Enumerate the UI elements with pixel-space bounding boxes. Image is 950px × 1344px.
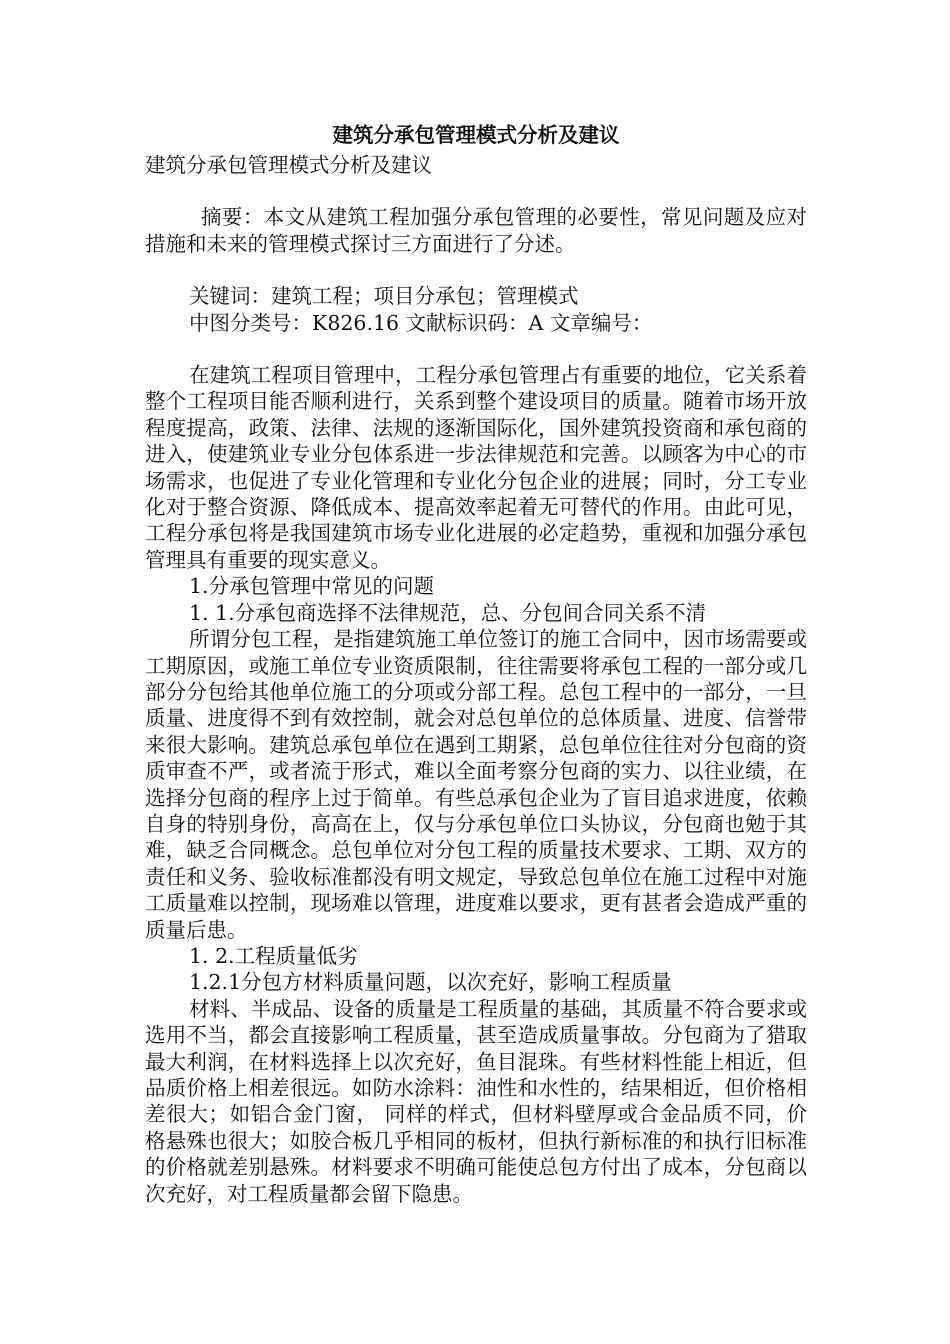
section-heading-1-1: 1. 1.分承包商选择不法律规范，总、分包间合同关系不清 (189, 600, 707, 625)
document-page (145, 118, 807, 1207)
keywords-line: 关键词：建筑工程；项目分承包；管理模式 (189, 284, 579, 309)
intro-paragraph: 在建筑工程项目管理中，工程分承包管理占有重要的地位，它关系着整个工程项目能否顺利进行，关系到整个建设项目的质量。随着市场开放程度提高，政策、法律、法规的逐渐国际化，国外建筑投资商和承包商的进入，使建筑业专业分包体系进一步法律规范和完善。以顾客为中心的市场需求，也促进了专业化管理和专业化分包企业的进展；同时，分工专业化对于整合资源、降低成本、提高效率起着无可替代的作用。由此可见，工程分承包将是我国建筑市场专业化进展的必定趋势，重视和加强分承包管理具有重要的现实意义。 (145, 363, 807, 572)
abstract-paragraph: 摘要：本文从建筑工程加强分承包管理的必要性，常见问题及应对措施和未来的管理模式探讨三方面进行了分述。 (145, 205, 807, 256)
classification-line: 中图分类号：K826.16 文献标识码：A 文章编号： (189, 310, 653, 335)
paragraph-1-2-1: 材料、半成品、设备的质量是工程质量的基础，其质量不符合要求或选用不当，都会直接影响工程质量，甚至造成质量事故。分包商为了猎取最大利润，在材料选择上以次充好，鱼目混珠。有些材料性能上相近，但品质价格上相差很远。如防水涂料：油性和水性的，结果相近，但价格相差很大；如铝合金门窗， 同样的样式，但材料壁厚或合金品质不同，价格悬殊也很大；如胶合板几乎相同的板材，但执行新标准的和执行旧标准的价格就差别悬殊。材料要求不明确可能使总包方付出了成本，分包商以次充好，对工程质量都会留下隐患。 (145, 996, 807, 1206)
section-heading-1-2-1: 1.2.1分包方材料质量问题，以次充好，影响工程质量 (189, 970, 672, 995)
document-subtitle: 建筑分承包管理模式分析及建议 (145, 153, 432, 177)
document-title: 建筑分承包管理模式分析及建议 (332, 123, 620, 147)
paragraph-1-1: 所谓分包工程，是指建筑施工单位签订的施工合同中，因市场需要或工期原因，或施工单位专业资质限制，往往需要将承包工程的一部分或几部分分包给其他单位施工的分项或分部工程。总包工程中的一部分，一旦质量、进度得不到有效控制，就会对总包单位的总体质量、进度、信誉带来很大影响。建筑总承包单位在遇到工期紧，总包单位往往对分包商的资质审查不严，或者流于形式，难以全面考察分包商的实力、以往业绩，在选择分包商的程序上过于简单。有些总承包企业为了盲目追求进度，依赖自身的特别身份，高高在上，仅与分承包单位口头协议，分包商也勉于其难，缺乏合同概念。总包单位对分包工程的质量技术要求、工期、双方的责任和义务、验收标准都没有明文规定，导致总包单位在施工过程中对施工质量难以控制，现场难以管理，进度难以要求，更有甚者会造成严重的质量后患。 (145, 627, 807, 942)
section-heading-1: 1.分承包管理中常见的问题 (189, 574, 435, 599)
section-heading-1-2: 1. 2.工程质量低劣 (189, 943, 358, 968)
